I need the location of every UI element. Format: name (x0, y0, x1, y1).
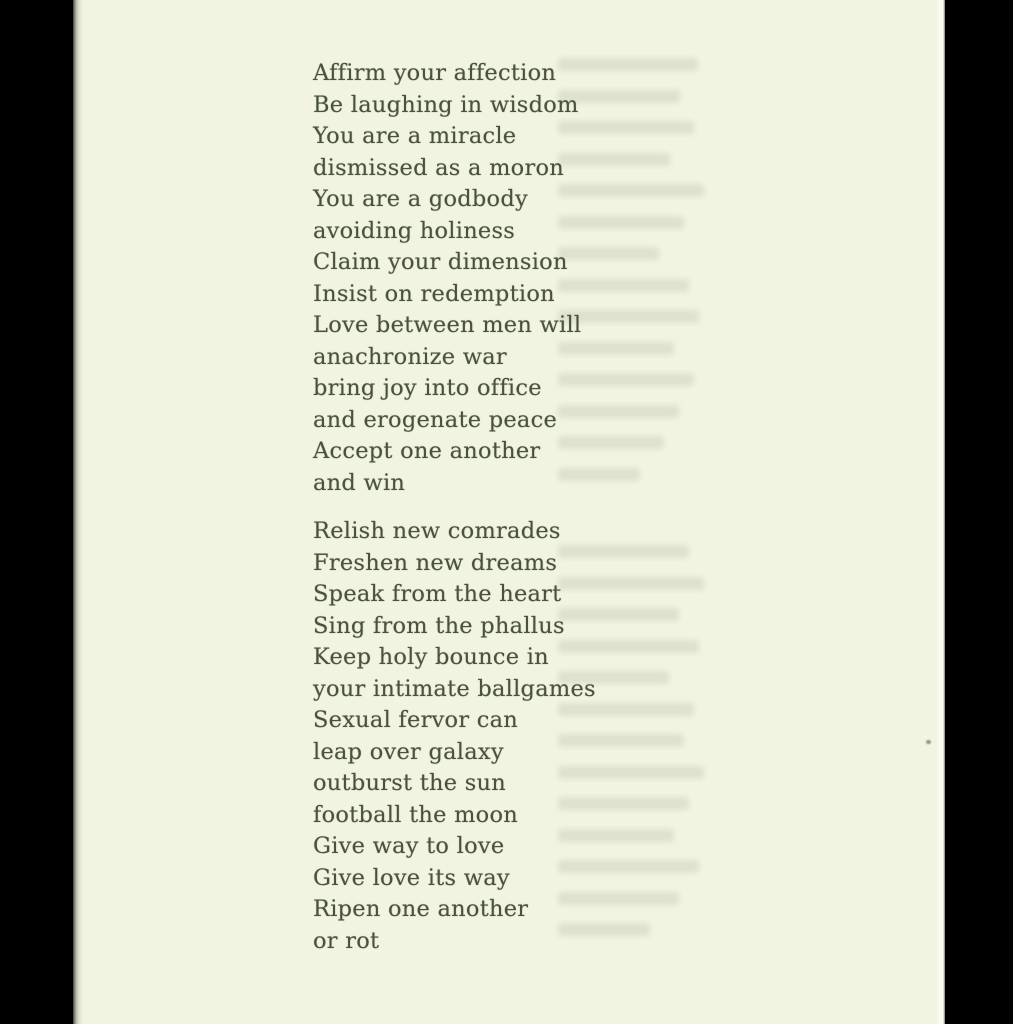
poem-line: Claim your dimension (313, 249, 568, 275)
poem-line: your intimate ballgames (313, 675, 596, 702)
poem-line: dismissed as a moron (313, 154, 564, 181)
poem-line: Keep holy bounce in (313, 644, 549, 670)
poem-line: anachronize war (313, 343, 507, 370)
poem-line: Ripen one another (313, 896, 529, 922)
poem-line: You are a godbody (313, 186, 528, 212)
paper-speck (926, 740, 931, 744)
poem-line: or rot (313, 927, 380, 954)
poem-line: Insist on redemption (313, 280, 555, 307)
poem-line: and win (313, 469, 406, 496)
poem-line: You are a miracle (313, 123, 517, 149)
poem-line: Love between men will (313, 312, 582, 338)
poem-stanza-2 (313, 516, 596, 957)
book-page (73, 0, 945, 1024)
poem-line: avoiding holiness (313, 217, 516, 244)
poem-line: Give way to love (313, 833, 505, 859)
poem-line: Freshen new dreams (313, 549, 558, 576)
poem-line: Be laughing in wisdom (313, 91, 579, 118)
poem (313, 58, 596, 957)
poem-line: leap over galaxy (313, 738, 504, 765)
poem-line: Sexual fervor can (313, 707, 518, 733)
poem-line: Accept one another (313, 438, 541, 464)
poem-line: bring joy into office (313, 375, 542, 401)
poem-line: Affirm your affection (313, 60, 557, 86)
poem-line: football the moon (313, 801, 518, 828)
poem-line: Speak from the heart (313, 581, 562, 607)
poem-line: Relish new comrades (313, 518, 561, 544)
poem-line: Sing from the phallus (313, 612, 565, 639)
poem-line: outburst the sun (313, 770, 506, 796)
poem-line: Give love its way (313, 864, 510, 891)
poem-line: and erogenate peace (313, 406, 558, 433)
poem-stanza-1 (313, 58, 596, 499)
